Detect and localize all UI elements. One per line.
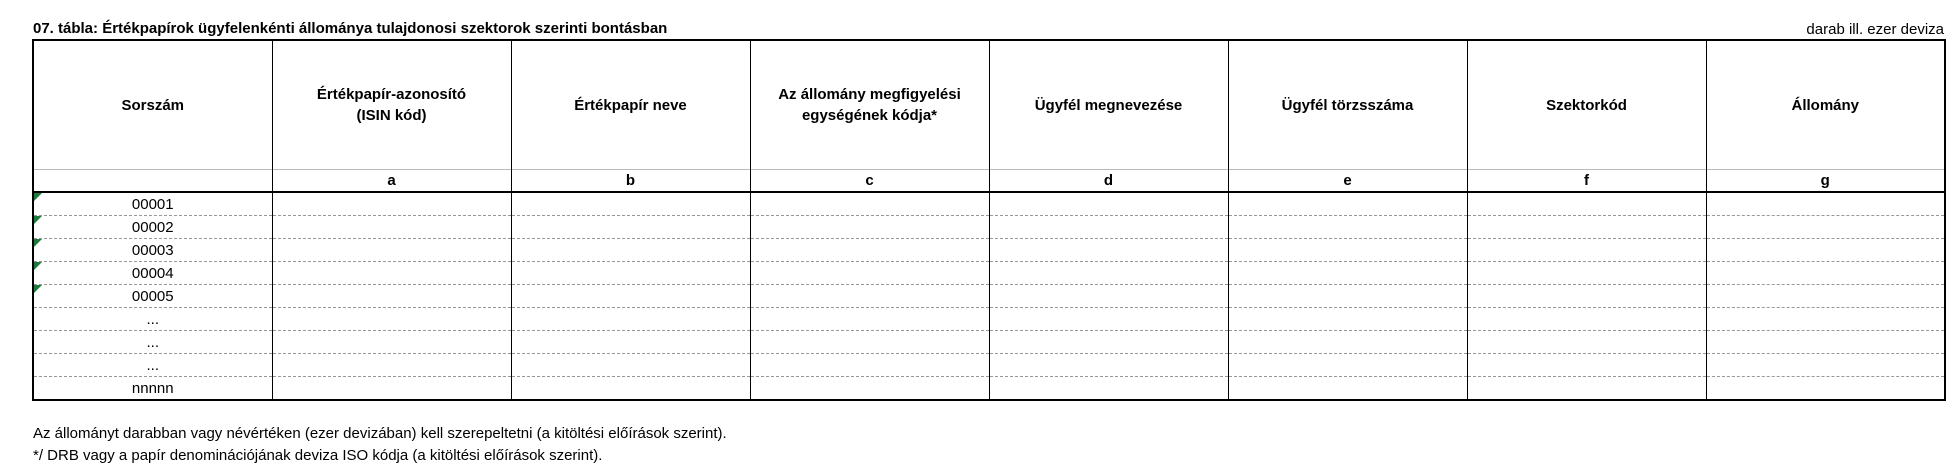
data-cell[interactable] (511, 192, 750, 216)
cell-comment-marker-icon (34, 193, 42, 201)
data-cell[interactable] (1706, 192, 1945, 216)
header-row (33, 40, 1945, 170)
col-letter-g: g (1706, 170, 1945, 193)
data-cell[interactable] (989, 192, 1228, 216)
data-cell[interactable] (750, 331, 989, 354)
data-cell[interactable] (511, 308, 750, 331)
data-cell[interactable] (272, 377, 511, 401)
data-cell[interactable] (1706, 308, 1945, 331)
data-cell[interactable] (511, 216, 750, 239)
data-cell[interactable] (750, 262, 989, 285)
unit-label: darab ill. ezer deviza (1806, 21, 1944, 38)
data-cell[interactable] (511, 262, 750, 285)
col-header-isin (272, 40, 511, 170)
data-cell[interactable] (511, 331, 750, 354)
data-cell[interactable] (750, 192, 989, 216)
data-cell[interactable] (511, 377, 750, 401)
row-number-cell[interactable]: 00001 (33, 192, 272, 216)
data-cell[interactable] (750, 239, 989, 262)
data-cell[interactable] (1228, 377, 1467, 401)
col-letter-e: e (1228, 170, 1467, 193)
data-cell[interactable] (272, 331, 511, 354)
table-row (33, 216, 1945, 239)
data-cell[interactable] (1467, 331, 1706, 354)
data-cell[interactable] (989, 216, 1228, 239)
col-letter-d: d (989, 170, 1228, 193)
data-cell[interactable] (1706, 239, 1945, 262)
letter-row (33, 170, 1945, 193)
cell-comment-marker-icon (34, 216, 42, 224)
data-cell[interactable] (1228, 262, 1467, 285)
col-header-client-id: Ügyfél törzsszáma (1228, 40, 1467, 170)
col-header-sector: Szektorkód (1467, 40, 1706, 170)
data-cell[interactable] (1467, 377, 1706, 401)
table-body (33, 192, 1945, 400)
data-cell[interactable] (1467, 216, 1706, 239)
data-cell[interactable] (1706, 262, 1945, 285)
col-header-client-name: Ügyfél megnevezése (989, 40, 1228, 170)
table-row (33, 192, 1945, 216)
data-cell[interactable] (750, 354, 989, 377)
table-row (33, 377, 1945, 401)
row-number-cell[interactable]: 00004 (33, 262, 272, 285)
data-cell[interactable] (1706, 216, 1945, 239)
data-cell[interactable] (750, 285, 989, 308)
data-cell[interactable] (989, 262, 1228, 285)
data-cell[interactable] (511, 354, 750, 377)
cell-comment-marker-icon (34, 285, 42, 293)
data-cell[interactable] (272, 262, 511, 285)
row-number-cell[interactable]: ... (33, 331, 272, 354)
data-cell[interactable] (750, 308, 989, 331)
data-cell[interactable] (1228, 331, 1467, 354)
data-cell[interactable] (1228, 192, 1467, 216)
col-header-isin-line1: Értékpapír-azonosító (ISIN kód) (316, 86, 467, 124)
footnotes (33, 423, 727, 467)
col-header-amount: Állomány (1706, 40, 1945, 170)
data-cell[interactable] (1228, 308, 1467, 331)
data-cell[interactable] (1467, 354, 1706, 377)
data-cell[interactable] (1467, 308, 1706, 331)
data-cell[interactable] (1228, 285, 1467, 308)
row-number-cell[interactable]: 00005 (33, 285, 272, 308)
footnote-1: Az állományt darabban vagy névértéken (ezer devizában) kell szerepeltetni (a kitöltési előírások szerint). (33, 425, 727, 442)
data-cell[interactable] (1228, 354, 1467, 377)
cell-comment-marker-icon (34, 262, 42, 270)
data-cell[interactable] (989, 308, 1228, 331)
row-number-cell[interactable]: 00002 (33, 216, 272, 239)
col-header-unit-code (750, 40, 989, 170)
table-row (33, 239, 1945, 262)
col-header-sorszam: Sorszám (33, 40, 272, 170)
data-cell[interactable] (1228, 239, 1467, 262)
data-cell[interactable] (750, 216, 989, 239)
data-cell[interactable] (989, 239, 1228, 262)
col-letter-sorszam (33, 170, 272, 193)
col-letter-f: f (1467, 170, 1706, 193)
data-cell[interactable] (511, 285, 750, 308)
data-cell[interactable] (989, 331, 1228, 354)
data-cell[interactable] (272, 285, 511, 308)
data-cell[interactable] (1467, 239, 1706, 262)
table-row (33, 354, 1945, 377)
table-title: 07. tábla: Értékpapírok ügyfelenkénti állománya tulajdonosi szektorok szerinti bontásban (33, 20, 668, 37)
col-header-unit-code-text: Az állomány megfigyelési egységének kódja* (778, 86, 961, 124)
data-cell[interactable] (272, 216, 511, 239)
row-number-cell[interactable]: ... (33, 354, 272, 377)
table-row (33, 285, 1945, 308)
row-number-cell[interactable]: nnnnn (33, 377, 272, 401)
data-cell[interactable] (989, 285, 1228, 308)
data-cell[interactable] (1706, 331, 1945, 354)
data-cell[interactable] (272, 354, 511, 377)
col-header-name: Értékpapír neve (511, 40, 750, 170)
col-letter-c: c (750, 170, 989, 193)
data-cell[interactable] (750, 377, 989, 401)
table-row (33, 331, 1945, 354)
col-letter-a: a (272, 170, 511, 193)
data-table (32, 39, 1946, 401)
data-cell[interactable] (1467, 262, 1706, 285)
data-cell[interactable] (989, 377, 1228, 401)
data-cell[interactable] (1228, 216, 1467, 239)
data-cell[interactable] (1467, 285, 1706, 308)
data-cell[interactable] (272, 192, 511, 216)
row-number-cell[interactable]: 00003 (33, 239, 272, 262)
row-number-cell[interactable]: ... (33, 308, 272, 331)
data-cell[interactable] (989, 354, 1228, 377)
table-row (33, 262, 1945, 285)
data-cell[interactable] (1706, 285, 1945, 308)
footnote-2: */ DRB vagy a papír denominációjának deviza ISO kódja (a kitöltési előírások szerint). (33, 447, 603, 464)
data-cell[interactable] (272, 239, 511, 262)
data-cell[interactable] (511, 239, 750, 262)
data-cell[interactable] (272, 308, 511, 331)
data-cell[interactable] (1467, 192, 1706, 216)
table-row (33, 308, 1945, 331)
data-cell[interactable] (1706, 354, 1945, 377)
col-letter-b: b (511, 170, 750, 193)
cell-comment-marker-icon (34, 239, 42, 247)
data-cell[interactable] (1706, 377, 1945, 401)
